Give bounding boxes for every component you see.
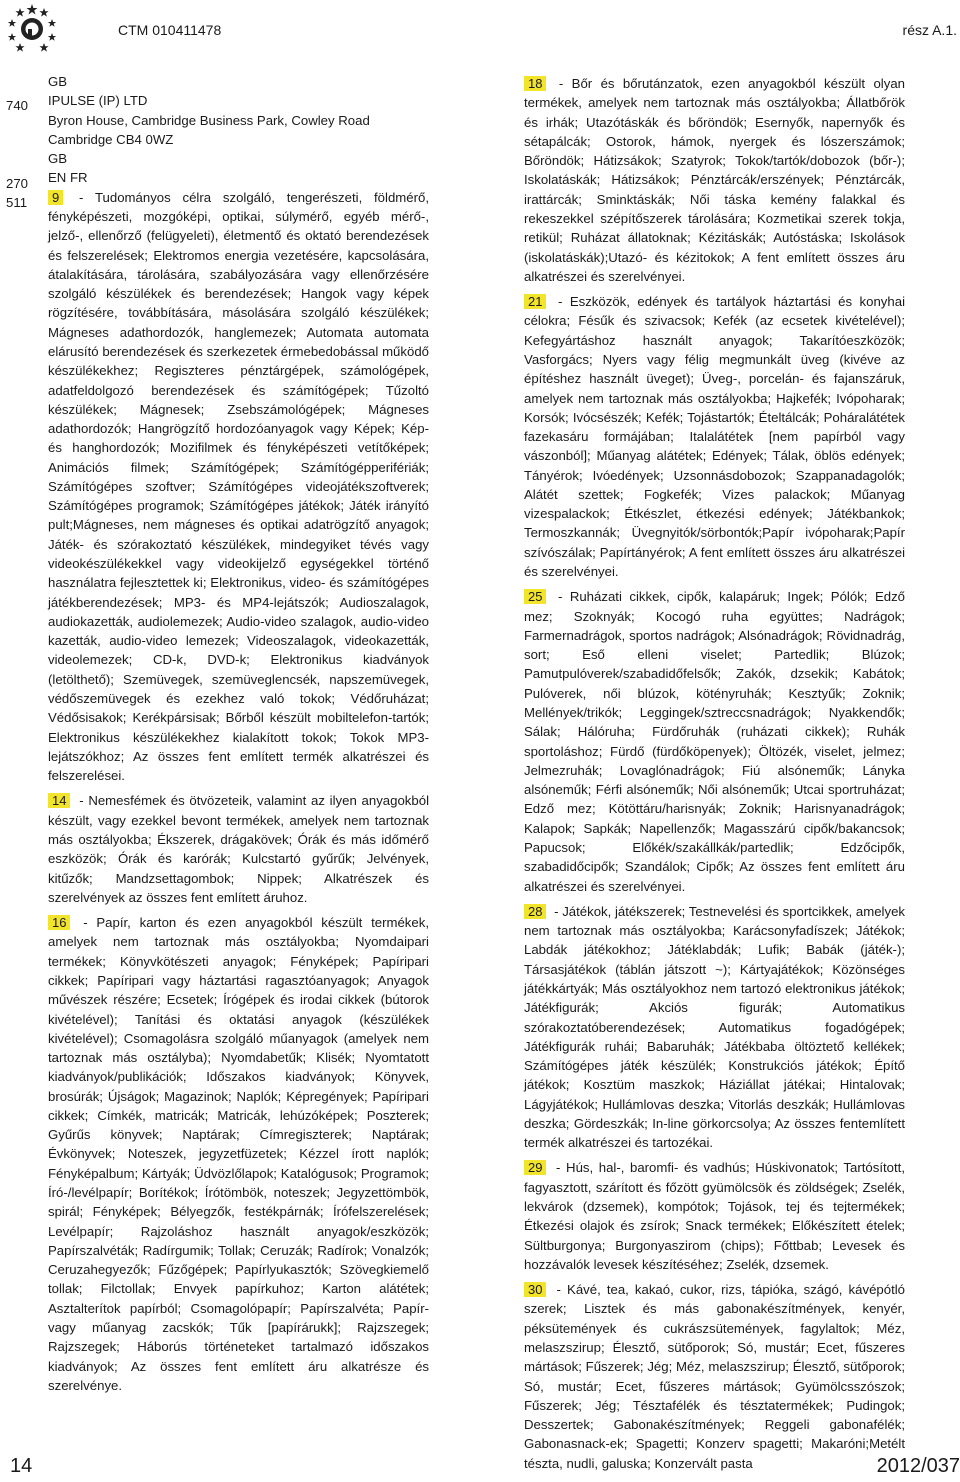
document-reference: CTM 010411478 (118, 22, 222, 38)
class-goods: - Hús, hal-, baromfi- és vadhús; Húskivonatok; Tartósított, fagyasztott, szárított és főzött gyümölcsök és zöldségek; Zselék, lekvárok (dzsemek), kompótok; Tojások, tej és tejtermékek; Étkezési olajok és zsírok; Snack termékek; Előkészített ételek; Sültburgonya; Burgonyaszirom (chips); Főttbab; Levesek és hozzávalók levesek készítéséhez; Zselék, dzsemek. (524, 1160, 905, 1272)
class-entry (524, 292, 905, 581)
class-entry (524, 1280, 905, 1473)
class-goods: - Papír, karton és ezen anyagokból készült termékek, amelyek nem tartoznak más osztályokba; Nyomdaipari termékek; Könyvkötészeti anyagok; Fényképek; Papíripari cikkek; Papíripari vagy háztartási ragasztóanyagok; Anyagok művészek részére; Ecsetek; Írógépek és irodai cikkek (bútorok kivételével); Tanítási és oktatási anyagok (készülékek kivételével); Csomagolásra szolgáló műanyagok (amelyek nem tartoznak más osztályba); Nyomdabetűk; Klisék; Nyomtatott kiadványok/publikációk; Időszakos kiadványok; Könyvek, brosúrák; Újságok; Magazinok; Naplók; Képregények; Papíripari cikkek; Címkék, matricák; Matricák, lehúzóképek; Poszterek; Gyűrűs könyvek; Naptárak; Címregiszterek; Naptárak; Évkönyvek; Noteszek, jegyzetfüzetek; Kézzel írott naplók; Fényképalbum; Kártyák; Üdvözlőlapok; Katalógusok; Programok; Író-/levélpapír; Borítékok; Írótömbök, noteszek; Jegyzettömbök, spirál; Fényképek; Bélyegzők, festékpárnák; Írófelszerelések; Levélpapír; Rajzoláshoz használt anyagok/eszközök; Papírszalvéták; Radírgumik; Tollak; Ceruzák; Radírok; Vonalzók; Ceruzahegyezők; Fűzőgépek; Papírlyukasztók; Szövegkiemelő tollak; Filctollak; Envyek papírkuhoz; Karton alátétek; Asztalterítok papírból; Csomagolópapír; Papírszalvéta; Papír- vagy műanyag zacskók; Tűk [papírárukk]; Rajzszegek; Rajzszegek; Háborús történeteket tartalmazó időszakos kiadványok; Az összes fent említett áru alkatrésze és szerelvénye. (48, 915, 429, 1393)
owner-name: IPULSE (IP) LTD (48, 93, 148, 109)
owner-address-line-1: Byron House, Cambridge Business Park, Cowley Road (48, 112, 370, 128)
class-number: 28 (524, 904, 546, 919)
document-part: rész A.1. (902, 22, 957, 38)
class-goods: - Kávé, tea, kakaó, cukor, rizs, tápióka, szágó, kávépótló szerek; Lisztek és más gabonakészítmények, kenyér, péksütemények és cukrászsütemények, fagylaltok; Méz, melaszszirup; Élesztő, sütőporok; Só, mustár; Ecet, fűszeres mártások; Fűszerek; Jég; Méz, melaszszirup; Élesztő, sütőporok; Só, mustár; Ecet, fűszeres mártások; Gyümölcsszószok; Fűszerek; Jég; Tésztafélék és tésztatermékek; Pudingok; Desszertek; Gabonakészítmények; Reggeli gabonafélék; Gabonasnack-ek; Spagetti; Konzerv spagetti; Makaróni;Metélt tészta, nudli, galuska; Konzervált pasta (524, 1282, 905, 1471)
bulletin-number: 2012/037 (876, 1455, 960, 1477)
class-entry (524, 587, 905, 896)
inid-code-511: 511 (6, 195, 28, 210)
class-number: 9 (48, 190, 63, 205)
owner-country-2: GB (48, 151, 68, 167)
owner-address-line-2: Cambridge CB4 0WZ (48, 131, 174, 147)
class-number: 18 (524, 76, 546, 91)
languages: EN FR (48, 170, 88, 186)
page-number: 14 (10, 1455, 33, 1477)
class-goods: - Ruházati cikkek, cipők, kalapáruk; Ingek; Pólók; Edző mez; Szoknyák; Kocogó ruha együttes; Nadrágok; Farmernadrágok, sportos nadrágok; Alsónadrágok; Rövidnadrág, sort; Eső elleni viselet; Partedlik; Blúzok; Pamutpulóverek/szabadidőfelsők; Zakók, dzsekik; Kabátok; Pulóverek, női blúzok, kötényruhák; Kesztyűk; Zoknik; Mellények/trikók; Leggingek/sztreccsnadrágok; Nyakkendők; Sálak; Hálóruha; Fürdőruhák (ruházati cikkek); Ruhák sportoláshoz; Fürdő (fürdőköpenyek); Öltözék, viselet, jelmez; Jelmezruhák; Lovaglónadrágok; Fiú alsóneműk; Lányka alsóneműk; Férfi alsóneműk; Női alsóneműk; Utcai sportruházat; Edző mez; Kötöttáru/harisnyák; Zoknik; Harisnyanadrágok; Kalapok; Sapkák; Napellenzők; Magasszárú cipők/bakancsok; Papucsok; Előkék/szakállkák/partedlik; Edzőcipők, szabadidőcipők; Szandálok; Cipők; Az összes fent említett áru alkatrészei és szerelvényei. (524, 589, 905, 894)
class-goods: - Bőr és bőrutánzatok, ezen anyagokból készült olyan termékek, amelyek nem tartoznak más osztályokba; Állatbőrök és irhák; Utazótáskák és bőröndök; Esernyők, napernyők és sétapálcák; Ostorok, hámok, nyergek és lószerszámok; Bőröndök; Hátizsákok; Szatyrok; Tokok/tartók/dobozok (bőr-); Iskolatáskák; Hátizsákok; Pénztárcák/erszények; Pénztárcák, irattárcák; Sminktáskák; Női táska kemény falakkal és rekeszekkel szépítőszerek tárolására; Kozmetikai szerek tokja, retikül; Ruházat állatoknak; Kézitáskák; Autóstáska; Iskolások (iskolatáskák);Utazó- és kézitokok; A fent említett összes áru alkatrészei és szerelvényei. (524, 76, 905, 284)
class-number: 29 (524, 1160, 546, 1175)
class-entry (48, 188, 429, 786)
class-entry (524, 902, 905, 1153)
class-number: 16 (48, 915, 70, 930)
class-entry (524, 1158, 905, 1274)
class-goods: - Tudományos célra szolgáló, tengerészeti, földmérő, fényképészeti, mozgóképi, optikai, súlymérő, egyéb mérő-, jelző-, ellenőrző (felügyeleti), életmentő és oktató berendezések és felszerelések; Elektromos energia vezetésére, kapcsolására, átalakítására, tárolására, szabályozására vagy ellenőrzésére szolgáló készülékek és berendezések; Hangok vagy képek rögzítésére, továbbítására, másolására szolgáló készülékek; Mágneses adathordozók, hanglemezek; Automata automata elárusító berendezések és szerkezetek érmebedobással működő készülékekhez; Regiszteres pénztárgépek, számológépek, adatfeldolgozó berendezések és számítógépek; Tűzoltó készülékek; Mágnesek; Zsebszámológépek; Mágneses adathordozók; Hangrögzítő hordozóanyagok vagy Képek; Kép- és hanghordozók; Mozifilmek és fényképészeti vetítőképek; Animációs filmek; Számítógépek; Számítógépperifériák; Számítógépes szoftver; Számítógépes videojátékszoftverek; Számítógépes programok; Számítógépes játékok; Játék irányító pult;Mágneses, nem mágneses és optikai adatrögzítő anyagok; Játék- és szórakoztató készülékek, mindegyiket tévés vagy videokészülékekkel vagy videokijelző egységekkel történő használatra fejlesztettek ki; Elektronikus, video- és számítógépes játékberendezések; MP3- és MP4-lejátszók; Audioszalagok, audiokazetták, audiolemezek; Audio-video szalagok, audio-video kazetták, audio-video lemezek; Videoszalagok, videokazetták, videolemezek; CD-k, DVD-k; Elektronikus kiadványok (letölthető); Szemüvegek, szemüveglencsék, napszemüvegek, védőszemüvegek és ezekhez való tokok; Védőruházat; Védősisakok; Kerékpársisak; Bőrből készült mobiltelefon-tartók; Elektronikus készülékekhez kialakított tokok; Tokok MP3-lejátszókhoz; Az összes fent említett termék alkatrészei és felszerelései. (48, 189, 429, 784)
class-entry (48, 791, 429, 907)
eu-trademark-logo (6, 2, 58, 54)
inid-code-270: 270 (6, 176, 29, 191)
class-entry (524, 74, 905, 286)
inid-code-740: 740 (6, 98, 29, 113)
class-goods: - Játékok, játékszerek; Testnevelési és sportcikkek, amelyek nem tartoznak más osztályokba; Karácsonyfadíszek; Játékok; Labdák játékokhoz; Játéklabdák; Lufik; Babák (játék-); Társasjátékok (táblán játszott ~); Kártyajátékok; Közönséges játékkártyák; Más osztályokhoz nem tartozó elektronikus játékok; Játékfigurák; Akciós figurák; Automatikus szórakoztatóberendezések; Automatikus fogadógépek; Játékfigurák ruhái; Babaruhák; Játékbaba öltöztető kellékek; Számítógépes játék készülék; Konstrukciós játékok; Építő játékok; Kosztüm maszkok; Háziállat játékai; Hintalovak; Lágyjátékok; Hullámlovas deszka; Vitorlás deszkák; Hullámlovas deszka; Gördeszkák; In-line görkorcsolya; Az összes fentemlített termék alkatrészei és tartozékai. (524, 903, 905, 1151)
owner-country: GB (48, 74, 68, 89)
class-number: 25 (524, 589, 546, 604)
class-number: 14 (48, 793, 70, 808)
class-goods: - Nemesfémek és ötvözeteik, valamint az ilyen anyagokból készült, vagy ezekkel bevont termékek, amelyek nem tartoznak más osztályokba; Ékszerek, drágakövek; Órák és más időmérő eszközök; Órák és karórák; Kulcstartó gyűrűk; Jelvények, kitűzők; Mandzsettagombok; Nippek; Alkatrészek és szerelvények az összes fent említett áruhoz. (48, 793, 429, 905)
class-goods: - Eszközök, edények és tartályok háztartási és konyhai célokra; Fésűk és szivacsok; Kefék (az ecsetek kivételével); Kefegyártáshoz használt anyagok; Takarítóeszközök; Vasforgács; Nyers vagy félig megmunkált üveg (kivéve az építéshez használt üveget); Üveg-, porcelán- és fajanszáruk, amelyek nem tartoznak más osztályokba; Hajkefék; Ivópoharak; Korsók; Ivócsészék; Kefék; Tojástartók; Ételtálcák; Poháralátétek fazekasáru formájában; Italalátétek [nem papírból vagy vászonból]; Műanyag alátétek; Edények; Tálak, öblös edények; Tányérok; Ivóedények; Uzsonnásdobozok; Szappanadagolók; Alátét szettek; Fogkefék; Vizes palackok; Műanyag vizespalackok; Étkészlet, étkezési edények; Játékbankok; Termoszkannák; Üvegnyitók/sörbontók;Papír ivópoharak;Papír szívószálak; Papírtányérok; A fent említett összes áru alkatrészei és szerelvényei. (524, 294, 905, 580)
left-column (48, 72, 429, 1401)
right-column (524, 74, 905, 1479)
class-entry (48, 913, 429, 1395)
class-number: 30 (524, 1282, 546, 1297)
class-number: 21 (524, 294, 546, 309)
